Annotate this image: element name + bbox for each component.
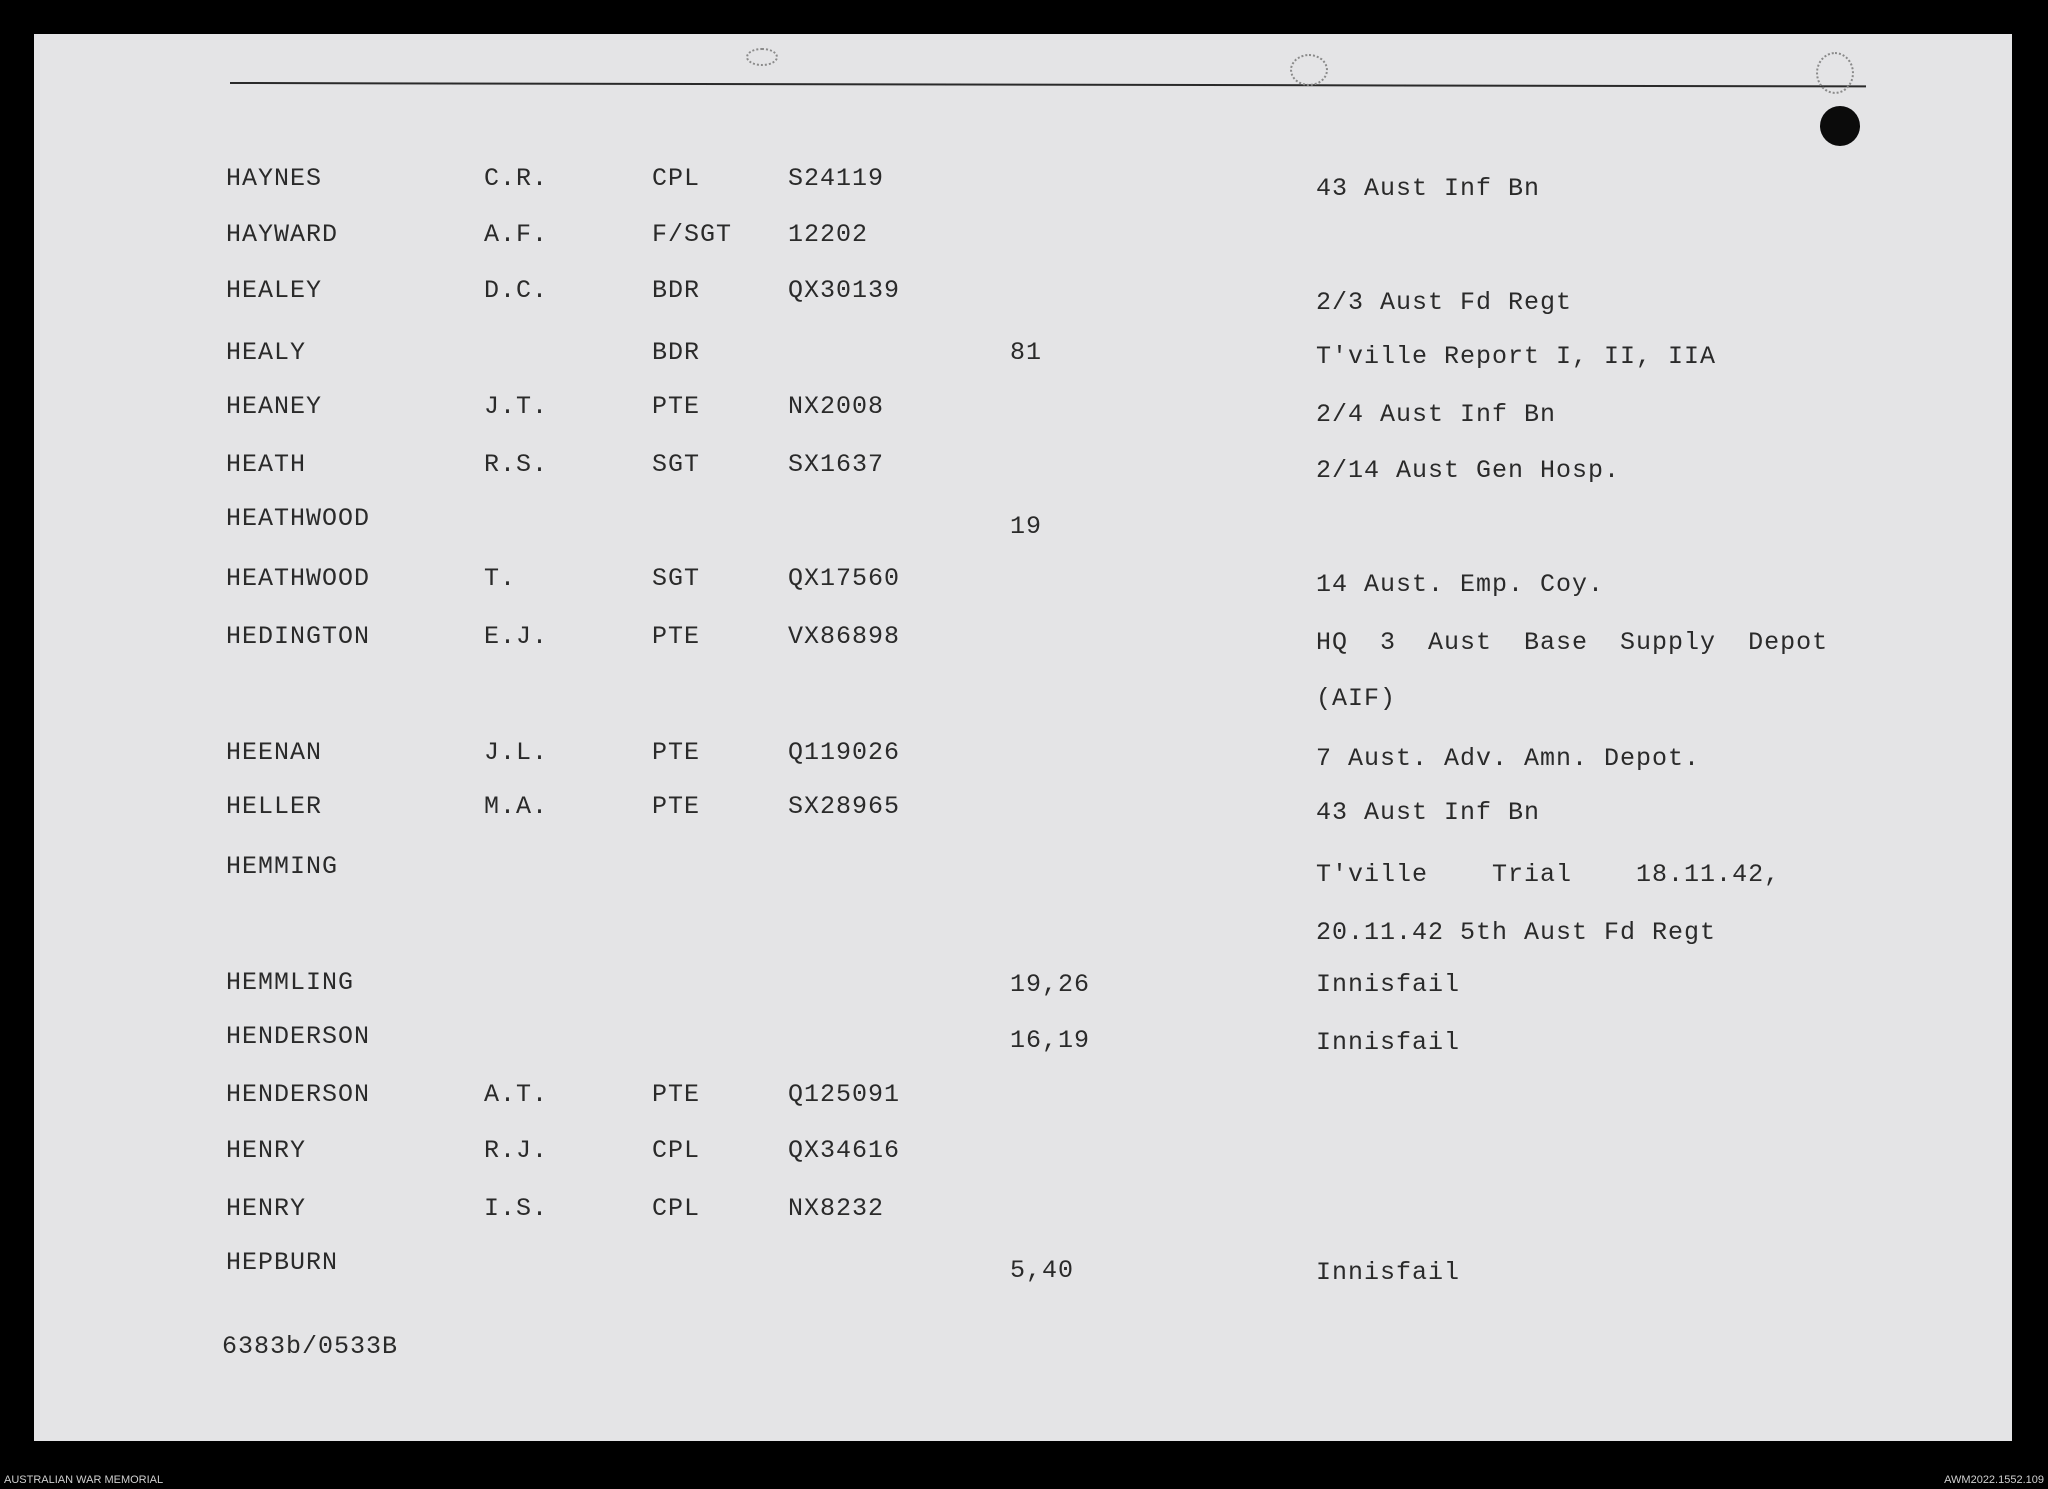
surname: HEATH (226, 450, 307, 479)
record-row (34, 1248, 2012, 1288)
unit: HQ 3 Aust Base Supply Depot (1316, 628, 1829, 657)
rank: BDR (652, 338, 701, 367)
surname: HENDERSON (226, 1080, 371, 1109)
surname: HEATHWOOD (226, 504, 371, 533)
rank: PTE (652, 792, 701, 821)
page-ref: 19 (1010, 512, 1043, 541)
service-number: QX30139 (788, 276, 901, 305)
record-row (34, 1136, 2012, 1176)
rank: BDR (652, 276, 701, 305)
initials: E.J. (484, 622, 549, 651)
record-row (34, 392, 2012, 432)
document-code: 6383b/0533B (222, 1332, 399, 1361)
rank: PTE (652, 738, 701, 767)
initials: R.S. (484, 450, 549, 479)
record-row (34, 918, 2012, 958)
surname: HEALEY (226, 276, 323, 305)
service-number: QX34616 (788, 1136, 901, 1165)
record-row (34, 852, 2012, 892)
document-page (34, 34, 2012, 1441)
service-number: SX28965 (788, 792, 901, 821)
unit: 2/4 Aust Inf Bn (1316, 400, 1557, 429)
unit: 20.11.42 5th Aust Fd Regt (1316, 918, 1717, 947)
unit: (AIF) (1316, 684, 1397, 713)
surname: HAYNES (226, 164, 323, 193)
rank: F/SGT (652, 220, 733, 249)
unit: 2/14 Aust Gen Hosp. (1316, 456, 1621, 485)
unit: 43 Aust Inf Bn (1316, 174, 1541, 203)
record-row (34, 684, 2012, 724)
record-row (34, 1022, 2012, 1062)
unit: T'ville Trial 18.11.42, (1316, 860, 1781, 889)
rank: PTE (652, 622, 701, 651)
record-row (34, 1194, 2012, 1234)
surname: HEPBURN (226, 1248, 339, 1277)
paper-speck (746, 48, 778, 66)
initials: J.T. (484, 392, 549, 421)
rank: CPL (652, 164, 701, 193)
punch-hole (1820, 106, 1860, 146)
surname: HENRY (226, 1194, 307, 1223)
surname: HENDERSON (226, 1022, 371, 1051)
service-number: QX17560 (788, 564, 901, 593)
service-number: NX8232 (788, 1194, 885, 1223)
record-row (34, 564, 2012, 604)
page-ref: 5,40 (1010, 1256, 1075, 1285)
record-row (34, 164, 2012, 204)
service-number: VX86898 (788, 622, 901, 651)
surname: HEALY (226, 338, 307, 367)
initials: C.R. (484, 164, 549, 193)
surname: HAYWARD (226, 220, 339, 249)
unit: Innisfail (1316, 970, 1461, 999)
initials: I.S. (484, 1194, 549, 1223)
unit: Innisfail (1316, 1258, 1461, 1287)
record-row (34, 738, 2012, 778)
record-row (34, 338, 2012, 378)
header-rule (230, 82, 1866, 87)
service-number: 12202 (788, 220, 869, 249)
record-row (34, 968, 2012, 1008)
service-number: NX2008 (788, 392, 885, 421)
record-row (34, 792, 2012, 832)
rank: CPL (652, 1136, 701, 1165)
initials: M.A. (484, 792, 549, 821)
service-number: Q125091 (788, 1080, 901, 1109)
rank: PTE (652, 1080, 701, 1109)
record-row (34, 220, 2012, 260)
unit: 14 Aust. Emp. Coy. (1316, 570, 1605, 599)
unit: Innisfail (1316, 1028, 1461, 1057)
page-ref: 16,19 (1010, 1026, 1091, 1055)
page-ref: 19,26 (1010, 970, 1091, 999)
unit: T'ville Report I, II, IIA (1316, 342, 1717, 371)
archive-strip (0, 1474, 2048, 1489)
rank: CPL (652, 1194, 701, 1223)
service-number: S24119 (788, 164, 885, 193)
record-row (34, 622, 2012, 662)
initials: A.T. (484, 1080, 549, 1109)
surname: HEDINGTON (226, 622, 371, 651)
page-ref: 81 (1010, 338, 1043, 367)
initials: J.L. (484, 738, 549, 767)
surname: HEATHWOOD (226, 564, 371, 593)
initials: T. (484, 564, 517, 593)
initials: A.F. (484, 220, 549, 249)
record-row (34, 450, 2012, 490)
service-number: Q119026 (788, 738, 901, 767)
service-number: SX1637 (788, 450, 885, 479)
surname: HELLER (226, 792, 323, 821)
record-row (34, 504, 2012, 544)
surname: HENRY (226, 1136, 307, 1165)
surname: HEMMING (226, 852, 339, 881)
archive-id: AWM2022.1552.109 (1944, 1474, 2044, 1486)
paper-speck (1290, 54, 1328, 86)
surname: HEANEY (226, 392, 323, 421)
archive-name: AUSTRALIAN WAR MEMORIAL (4, 1474, 164, 1486)
rank: PTE (652, 392, 701, 421)
unit: 43 Aust Inf Bn (1316, 798, 1541, 827)
rank: SGT (652, 450, 701, 479)
record-row (34, 1080, 2012, 1120)
initials: R.J. (484, 1136, 549, 1165)
unit: 2/3 Aust Fd Regt (1316, 288, 1573, 317)
initials: D.C. (484, 276, 549, 305)
surname: HEMMLING (226, 968, 355, 997)
record-row (34, 276, 2012, 316)
rank: SGT (652, 564, 701, 593)
surname: HEENAN (226, 738, 323, 767)
paper-speck (1816, 52, 1854, 94)
unit: 7 Aust. Adv. Amn. Depot. (1316, 744, 1701, 773)
